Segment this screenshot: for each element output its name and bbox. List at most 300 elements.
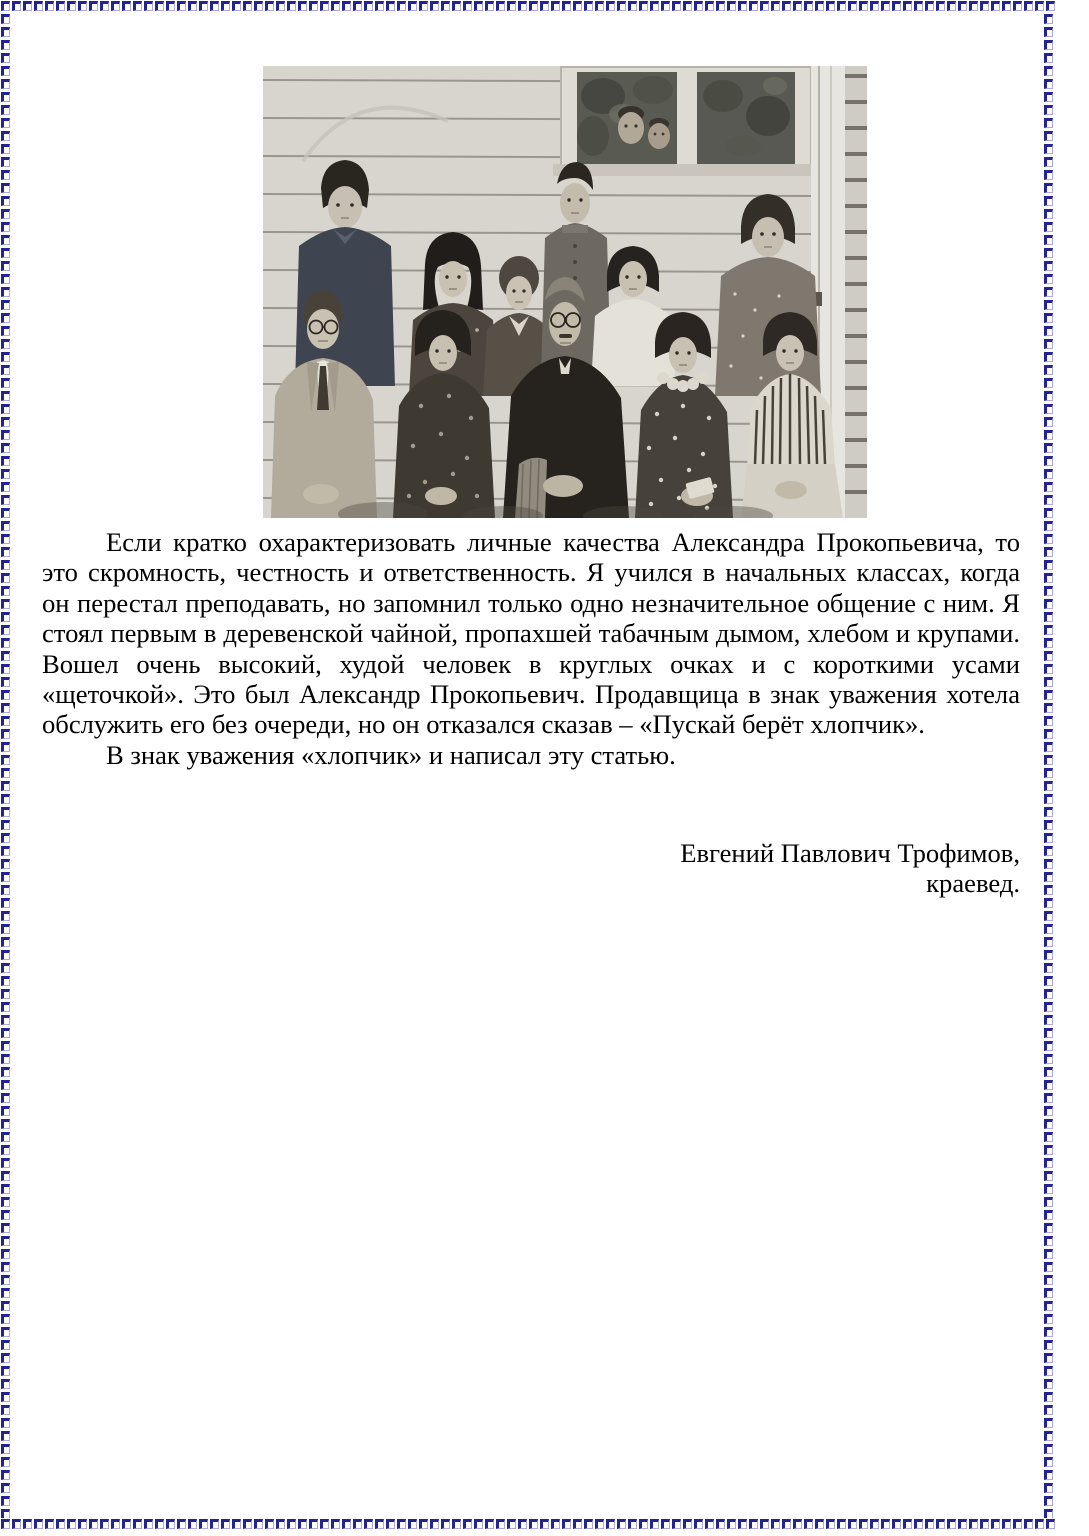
border-tile [507,1519,516,1529]
border-tile [804,1519,813,1529]
border-tile [375,1,384,11]
border-tile [650,1519,659,1529]
border-tile [23,1,32,11]
border-tile [1044,1392,1053,1402]
border-tile [320,1,329,11]
border-tile [287,1,296,11]
border-tile [1,1067,10,1077]
border-tile [1044,1418,1053,1428]
border-tile [562,1,571,11]
border-tile [694,1,703,11]
border-tile [518,1519,527,1529]
border-tile [122,1,131,11]
border-tile [100,1,109,11]
border-tile [1024,1519,1033,1529]
border-tile [1046,1,1055,11]
border-tile [1,1470,10,1480]
border-tile [1,924,10,934]
border-tile [1,833,10,843]
border-tile [1044,170,1053,180]
border-tile [1,352,10,362]
border-tile [1,1353,10,1363]
border-tile [1044,846,1053,856]
border-tile [210,1,219,11]
border-tile [1044,105,1053,115]
border-tile [1,1519,10,1529]
border-tile [309,1519,318,1529]
border-tile [1044,92,1053,102]
border-tile [716,1,725,11]
border-tile [1,1444,10,1454]
border-tile [804,1,813,11]
border-tile [1044,1236,1053,1246]
border-tile [815,1519,824,1529]
border-tile [958,1,967,11]
decorative-border-left [1,14,13,1518]
border-tile [1,417,10,427]
border-tile [485,1,494,11]
border-tile [1044,950,1053,960]
border-tile [1044,443,1053,453]
border-tile [1,131,10,141]
border-tile [408,1519,417,1529]
border-tile [760,1519,769,1529]
border-tile [584,1,593,11]
border-tile [1044,1327,1053,1337]
border-tile [1044,872,1053,882]
border-tile [353,1,362,11]
border-tile [1044,1288,1053,1298]
border-tile [342,1519,351,1529]
border-tile [188,1,197,11]
border-tile [397,1519,406,1529]
border-tile [1,157,10,167]
border-tile [1044,313,1053,323]
border-tile [1,365,10,375]
border-tile [1044,612,1053,622]
border-tile [738,1519,747,1529]
border-tile [1044,1262,1053,1272]
article-body [42,527,1020,770]
border-tile [243,1519,252,1529]
border-tile [1044,703,1053,713]
border-tile [1,170,10,180]
border-tile [1,820,10,830]
border-tile [1,1145,10,1155]
border-tile [595,1519,604,1529]
border-tile [1046,1519,1055,1529]
border-tile [1044,183,1053,193]
border-tile [969,1519,978,1529]
border-tile [221,1519,230,1529]
border-tile [705,1519,714,1529]
border-tile [540,1519,549,1529]
border-tile [562,1519,571,1529]
border-tile [1,573,10,583]
border-tile [848,1519,857,1529]
border-tile [1,859,10,869]
border-tile [232,1,241,11]
border-tile [1,1405,10,1415]
border-tile [1044,1366,1053,1376]
border-tile [617,1519,626,1529]
border-tile [1044,1340,1053,1350]
border-tile [1,53,10,63]
signature-name: Евгений Павлович Трофимов, [680,838,1020,868]
border-tile [1044,469,1053,479]
border-tile [78,1519,87,1529]
border-tile [1044,1509,1053,1518]
border-tile [1,1288,10,1298]
border-tile [1044,300,1053,310]
border-tile [232,1519,241,1529]
border-tile [122,1519,131,1529]
border-tile [848,1,857,11]
border-tile [1044,196,1053,206]
border-tile [1,1457,10,1467]
border-tile [166,1,175,11]
border-tile [1044,833,1053,843]
border-tile [1044,1275,1053,1285]
border-tile [1,1418,10,1428]
border-tile [1,768,10,778]
border-tile [309,1,318,11]
border-tile [1,378,10,388]
border-tile [936,1,945,11]
border-tile [1,1392,10,1402]
border-tile [1044,287,1053,297]
border-tile [144,1,153,11]
border-tile [1,625,10,635]
border-tile [1044,1301,1053,1311]
border-tile [1044,417,1053,427]
border-tile [859,1,868,11]
border-tile [1,1496,10,1506]
border-tile [100,1519,109,1529]
border-tile [969,1,978,11]
border-tile [474,1519,483,1529]
border-tile [727,1519,736,1529]
border-tile [1,456,10,466]
border-tile [1044,261,1053,271]
border-tile [1044,573,1053,583]
border-tile [1,482,10,492]
border-tile [1,1327,10,1337]
border-tile [254,1519,263,1529]
border-tile [914,1,923,11]
border-tile [485,1519,494,1529]
border-tile [903,1519,912,1529]
border-tile [1,547,10,557]
border-tile [1,339,10,349]
border-tile [529,1519,538,1529]
border-tile [1,664,10,674]
border-tile [452,1519,461,1529]
border-tile [1,677,10,687]
border-tile [1044,729,1053,739]
border-tile [1044,820,1053,830]
border-tile [56,1519,65,1529]
decorative-border-bottom [1,1519,1056,1531]
border-tile [1044,378,1053,388]
border-tile [1,963,10,973]
border-tile [1044,1314,1053,1324]
border-tile [1044,586,1053,596]
border-tile [1,1366,10,1376]
border-tile [947,1519,956,1529]
border-tile [1,469,10,479]
border-tile [705,1,714,11]
border-tile [1,898,10,908]
border-tile [1,27,10,37]
border-tile [980,1,989,11]
border-tile [1044,339,1053,349]
border-tile [408,1,417,11]
border-tile [793,1519,802,1529]
border-tile [1044,1444,1053,1454]
border-tile [254,1,263,11]
border-tile [1,1301,10,1311]
border-tile [1,521,10,531]
border-tile [661,1,670,11]
signature-title: краевед. [926,868,1020,899]
border-tile [980,1519,989,1529]
border-tile [1,1028,10,1038]
border-tile [1,391,10,401]
border-tile [1,755,10,765]
border-tile [925,1,934,11]
border-tile [1,79,10,89]
border-tile [892,1,901,11]
border-tile [1044,1197,1053,1207]
border-tile [1044,27,1053,37]
border-tile [331,1,340,11]
border-tile [1044,1223,1053,1233]
border-tile [551,1,560,11]
border-tile [1,1262,10,1272]
border-tile [837,1519,846,1529]
border-tile [628,1,637,11]
border-tile [1044,274,1053,284]
border-tile [155,1,164,11]
border-tile [1044,326,1053,336]
border-tile [144,1519,153,1529]
border-tile [1,183,10,193]
border-tile [1044,482,1053,492]
border-tile [1,1171,10,1181]
border-tile [375,1519,384,1529]
border-tile [1,1197,10,1207]
border-tile [892,1519,901,1529]
border-tile [1044,404,1053,414]
border-tile [67,1,76,11]
border-tile [771,1,780,11]
border-tile [12,1,21,11]
border-tile [859,1519,868,1529]
border-tile [1,911,10,921]
border-tile [1044,1496,1053,1506]
border-tile [1044,755,1053,765]
border-tile [496,1519,505,1529]
border-tile [1044,859,1053,869]
group-photo-illustration [263,66,867,518]
border-tile [1044,638,1053,648]
decorative-border-top [1,1,1056,13]
border-tile [1044,1171,1053,1181]
border-tile [386,1,395,11]
border-tile [1044,521,1053,531]
border-tile [386,1519,395,1529]
border-tile [1,287,10,297]
border-tile [1044,1210,1053,1220]
border-tile [1,1002,10,1012]
border-tile [1035,1,1044,11]
border-tile [716,1519,725,1529]
border-tile [243,1,252,11]
border-tile [1044,235,1053,245]
border-tile [1044,352,1053,362]
border-tile [1044,625,1053,635]
group-photo [263,66,867,518]
border-tile [1044,1080,1053,1090]
border-tile [1044,1041,1053,1051]
border-tile [1044,1002,1053,1012]
border-tile [276,1519,285,1529]
border-tile [1044,508,1053,518]
border-tile [320,1519,329,1529]
border-tile [914,1519,923,1529]
border-tile [1,261,10,271]
border-tile [991,1,1000,11]
border-tile [738,1,747,11]
border-tile [23,1519,32,1529]
border-tile [133,1519,142,1529]
border-tile [1,703,10,713]
border-tile [1,92,10,102]
border-tile [1,937,10,947]
border-tile [430,1519,439,1529]
border-tile [364,1,373,11]
border-tile [1044,79,1053,89]
border-tile [1,950,10,960]
border-tile [1,599,10,609]
signature-block [42,838,1020,899]
border-tile [1,1340,10,1350]
border-tile [1044,898,1053,908]
border-tile [1,1509,10,1518]
border-tile [1044,1093,1053,1103]
border-tile [1044,781,1053,791]
border-tile [1,846,10,856]
border-tile [881,1,890,11]
border-tile [188,1519,197,1529]
border-tile [298,1519,307,1529]
border-tile [1044,118,1053,128]
border-tile [1,235,10,245]
border-tile [1,989,10,999]
border-tile [1,638,10,648]
border-tile [1,534,10,544]
border-tile [815,1,824,11]
border-tile [584,1519,593,1529]
border-tile [1044,1145,1053,1155]
border-tile [1,1119,10,1129]
border-tile [1,118,10,128]
border-tile [331,1519,340,1529]
border-tile [1013,1,1022,11]
border-tile [771,1519,780,1529]
border-tile [1044,742,1053,752]
border-tile [606,1,615,11]
border-tile [1,1054,10,1064]
border-tile [1044,1158,1053,1168]
border-tile [1,1483,10,1493]
border-tile [441,1,450,11]
border-tile [639,1519,648,1529]
border-tile [1024,1,1033,11]
border-tile [1,742,10,752]
border-tile [133,1,142,11]
border-tile [199,1,208,11]
border-tile [617,1,626,11]
border-tile [1044,794,1053,804]
border-tile [1,1106,10,1116]
border-tile [1013,1519,1022,1529]
border-tile [529,1,538,11]
border-tile [1044,1132,1053,1142]
border-tile [496,1,505,11]
border-tile [1002,1,1011,11]
border-tile [1,690,10,700]
border-tile [78,1,87,11]
border-tile [1,1041,10,1051]
border-tile [1,1236,10,1246]
border-tile [628,1519,637,1529]
border-tile [1,807,10,817]
border-tile [782,1519,791,1529]
border-tile [1044,1405,1053,1415]
border-tile [1,66,10,76]
border-tile [1044,144,1053,154]
border-tile [111,1519,120,1529]
border-tile [1,222,10,232]
border-tile [540,1,549,11]
border-tile [1,1249,10,1259]
border-tile [1,300,10,310]
border-tile [1,1223,10,1233]
border-tile [1,612,10,622]
border-tile [683,1,692,11]
border-tile [1044,599,1053,609]
border-tile [166,1519,175,1529]
border-tile [419,1,428,11]
border-tile [1044,989,1053,999]
border-tile [34,1519,43,1529]
border-tile [551,1519,560,1529]
border-tile [1044,937,1053,947]
border-tile [177,1519,186,1529]
border-tile [947,1,956,11]
border-tile [177,1,186,11]
border-tile [1044,534,1053,544]
border-tile [573,1,582,11]
border-tile [1044,768,1053,778]
decorative-border-right [1044,14,1056,1518]
border-tile [397,1,406,11]
border-tile [826,1,835,11]
border-tile [1044,1470,1053,1480]
border-tile [1,794,10,804]
